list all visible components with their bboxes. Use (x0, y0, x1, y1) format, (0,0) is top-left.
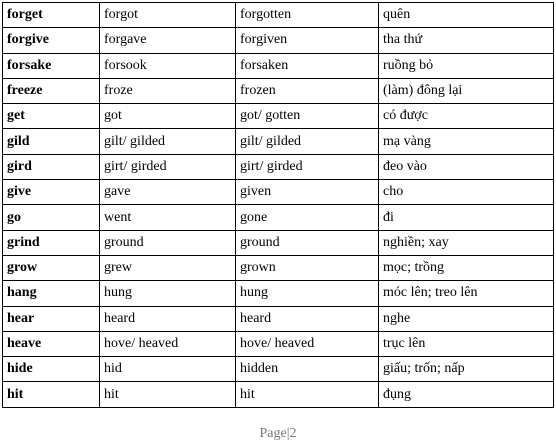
table-row (3, 53, 554, 78)
past-participle-cell: grown (236, 255, 379, 280)
past-participle-cell: given (236, 180, 379, 205)
past-simple-cell: gilt/ gilded (100, 129, 236, 154)
base-form-cell: gird (3, 154, 100, 179)
base-form-cell: gild (3, 129, 100, 154)
past-simple-cell: ground (100, 230, 236, 255)
irregular-verbs-table (2, 2, 554, 408)
past-participle-cell: got/ gotten (236, 104, 379, 129)
past-participle-cell: gilt/ gilded (236, 129, 379, 154)
base-form-cell: grow (3, 255, 100, 280)
base-form-cell: forget (3, 3, 100, 28)
past-participle-cell: hit (236, 382, 379, 407)
table-row (3, 331, 554, 356)
table-row (3, 382, 554, 407)
past-simple-cell: forsook (100, 53, 236, 78)
meaning-cell: mọc; trồng (379, 255, 554, 280)
base-form-cell: hide (3, 357, 100, 382)
meaning-cell: trục lên (379, 331, 554, 356)
past-simple-cell: froze (100, 78, 236, 103)
past-participle-cell: girt/ girded (236, 154, 379, 179)
meaning-cell: mạ vàng (379, 129, 554, 154)
table-row (3, 306, 554, 331)
past-simple-cell: hung (100, 281, 236, 306)
base-form-cell: grind (3, 230, 100, 255)
table-row (3, 78, 554, 103)
table-row (3, 357, 554, 382)
past-participle-cell: gone (236, 205, 379, 230)
table-row (3, 129, 554, 154)
meaning-cell: tha thứ (379, 28, 554, 53)
meaning-cell: đụng (379, 382, 554, 407)
past-participle-cell: hung (236, 281, 379, 306)
meaning-cell: ruồng bỏ (379, 53, 554, 78)
past-participle-cell: frozen (236, 78, 379, 103)
meaning-cell: nghiền; xay (379, 230, 554, 255)
base-form-cell: heave (3, 331, 100, 356)
past-simple-cell: forgot (100, 3, 236, 28)
past-participle-cell: forgotten (236, 3, 379, 28)
past-simple-cell: forgave (100, 28, 236, 53)
base-form-cell: forgive (3, 28, 100, 53)
past-participle-cell: hidden (236, 357, 379, 382)
meaning-cell: cho (379, 180, 554, 205)
past-simple-cell: hove/ heaved (100, 331, 236, 356)
past-simple-cell: girt/ girded (100, 154, 236, 179)
meaning-cell: (làm) đông lại (379, 78, 554, 103)
past-participle-cell: forgiven (236, 28, 379, 53)
past-simple-cell: gave (100, 180, 236, 205)
table-row (3, 205, 554, 230)
meaning-cell: có được (379, 104, 554, 129)
base-form-cell: hear (3, 306, 100, 331)
past-participle-cell: heard (236, 306, 379, 331)
table-row (3, 104, 554, 129)
past-participle-cell: ground (236, 230, 379, 255)
base-form-cell: hang (3, 281, 100, 306)
meaning-cell: đeo vào (379, 154, 554, 179)
past-simple-cell: hit (100, 382, 236, 407)
table-row (3, 154, 554, 179)
meaning-cell: giấu; trốn; nấp (379, 357, 554, 382)
table-body (3, 3, 554, 408)
table-row (3, 230, 554, 255)
meaning-cell: quên (379, 3, 554, 28)
table-row (3, 180, 554, 205)
base-form-cell: freeze (3, 78, 100, 103)
page-number: Page|2 (259, 426, 297, 441)
past-simple-cell: hid (100, 357, 236, 382)
base-form-cell: get (3, 104, 100, 129)
base-form-cell: give (3, 180, 100, 205)
table-row (3, 28, 554, 53)
past-simple-cell: went (100, 205, 236, 230)
past-participle-cell: forsaken (236, 53, 379, 78)
past-simple-cell: got (100, 104, 236, 129)
base-form-cell: hit (3, 382, 100, 407)
table-row (3, 3, 554, 28)
meaning-cell: nghe (379, 306, 554, 331)
past-simple-cell: grew (100, 255, 236, 280)
past-participle-cell: hove/ heaved (236, 331, 379, 356)
base-form-cell: go (3, 205, 100, 230)
table-row (3, 255, 554, 280)
past-simple-cell: heard (100, 306, 236, 331)
table-row (3, 281, 554, 306)
base-form-cell: forsake (3, 53, 100, 78)
meaning-cell: móc lên; treo lên (379, 281, 554, 306)
meaning-cell: đi (379, 205, 554, 230)
